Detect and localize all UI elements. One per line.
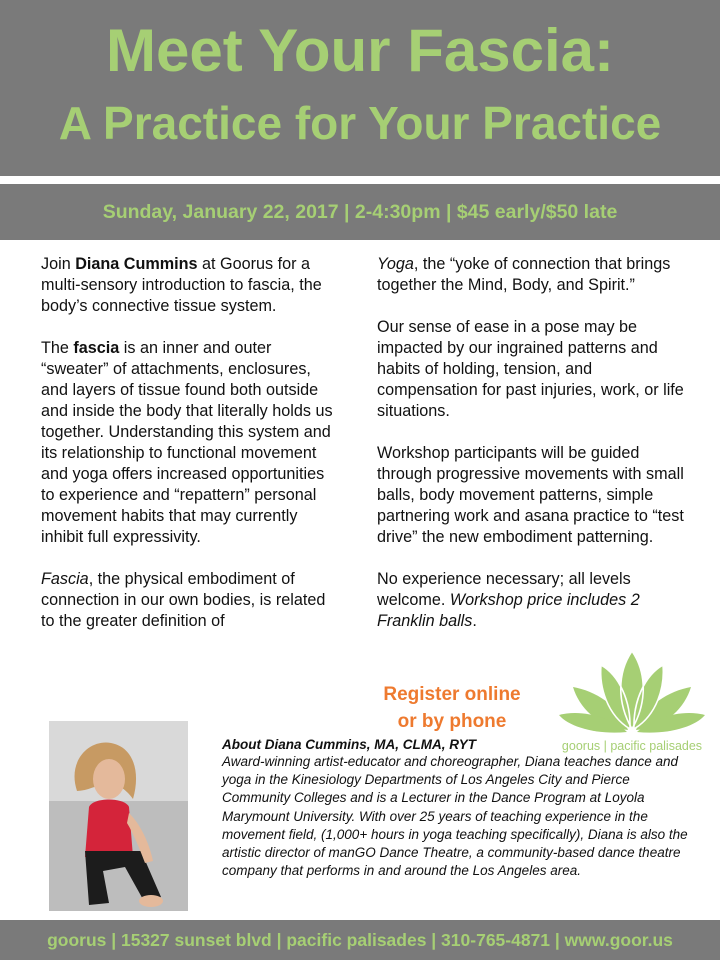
embodiment-paragraph: Fascia, the physical embodiment of connection in our own bodies, is related to the greater definition of: [41, 570, 326, 630]
register-callout: [360, 681, 544, 735]
right-column: [377, 254, 697, 653]
footer-band: [0, 920, 720, 960]
footer-contact: goorus | 15327 sunset blvd | pacific palisades | 310-765-4871 | www.goor.us: [47, 930, 673, 950]
ease-paragraph: Our sense of ease in a pose may be impacted by our ingrained patterns and habits of holding, tension, and compensation for past injuries, work, or life situations.: [377, 318, 684, 420]
title-line-1: Meet Your Fascia:: [106, 17, 614, 84]
lotus-icon: [557, 645, 707, 735]
date-band: [0, 184, 720, 240]
title-line-2: A Practice for Your Practice: [58, 97, 662, 149]
header-band: [0, 0, 720, 176]
bio-heading: About Diana Cummins, MA, CLMA, RYT: [222, 737, 477, 752]
fascia-paragraph: The fascia is an inner and outer “sweater” of attachments, enclosures, and layers of tissue found both outside and inside the body that literally holds us together. Understanding this system and its relationship to functional movement and yoga offers increased opportunities to experience and “repattern” personal movement habits that may currently inhibit full expressivity.: [41, 339, 333, 546]
yoga-paragraph: Yoga, the “yoke of connection that brings together the Mind, Body, and Spirit.”: [377, 255, 671, 294]
left-column: [41, 254, 341, 653]
bio-text: Award-winning artist-educator and choreographer, Diana teaches dance and yoga in the Kinesiology Departments of Los Angeles City and Pierce Community Colleges and is a Lecturer in the Dance Program at Loyola Marymount University. With over 25 years of teaching experience in the movement field, (1,000+ hours in yoga teaching specifically), Diana is also the artistic director of manGO Dance Theatre, a community-based dance theatre company that performs in and around the Los Angeles area.: [222, 754, 688, 879]
event-details: Sunday, January 22, 2017 | 2-4:30pm | $45 early/$50 late: [102, 201, 618, 223]
register-line-1: Register online: [383, 684, 521, 705]
workshop-paragraph: Workshop participants will be guided through progressive movements with small balls, body movement patterns, simple partnering work and asana practice to “test drive” the new embodiment patterning.: [377, 444, 684, 546]
experience-paragraph: No experience necessary; all levels welcome. Workshop price includes 2 Franklin balls.: [377, 570, 640, 630]
goorus-logo: [552, 645, 712, 755]
intro-paragraph: Join Diana Cummins at Goorus for a multi-sensory introduction to fascia, the body’s connective tissue system.: [41, 255, 322, 315]
register-line-2: or by phone: [397, 711, 507, 732]
logo-text: goorus | pacific palisades: [561, 739, 703, 753]
instructor-photo-illustration: [49, 721, 188, 911]
instructor-photo: [49, 721, 188, 911]
instructor-name: Diana Cummins: [75, 255, 198, 273]
fascia-term: fascia: [73, 339, 120, 357]
